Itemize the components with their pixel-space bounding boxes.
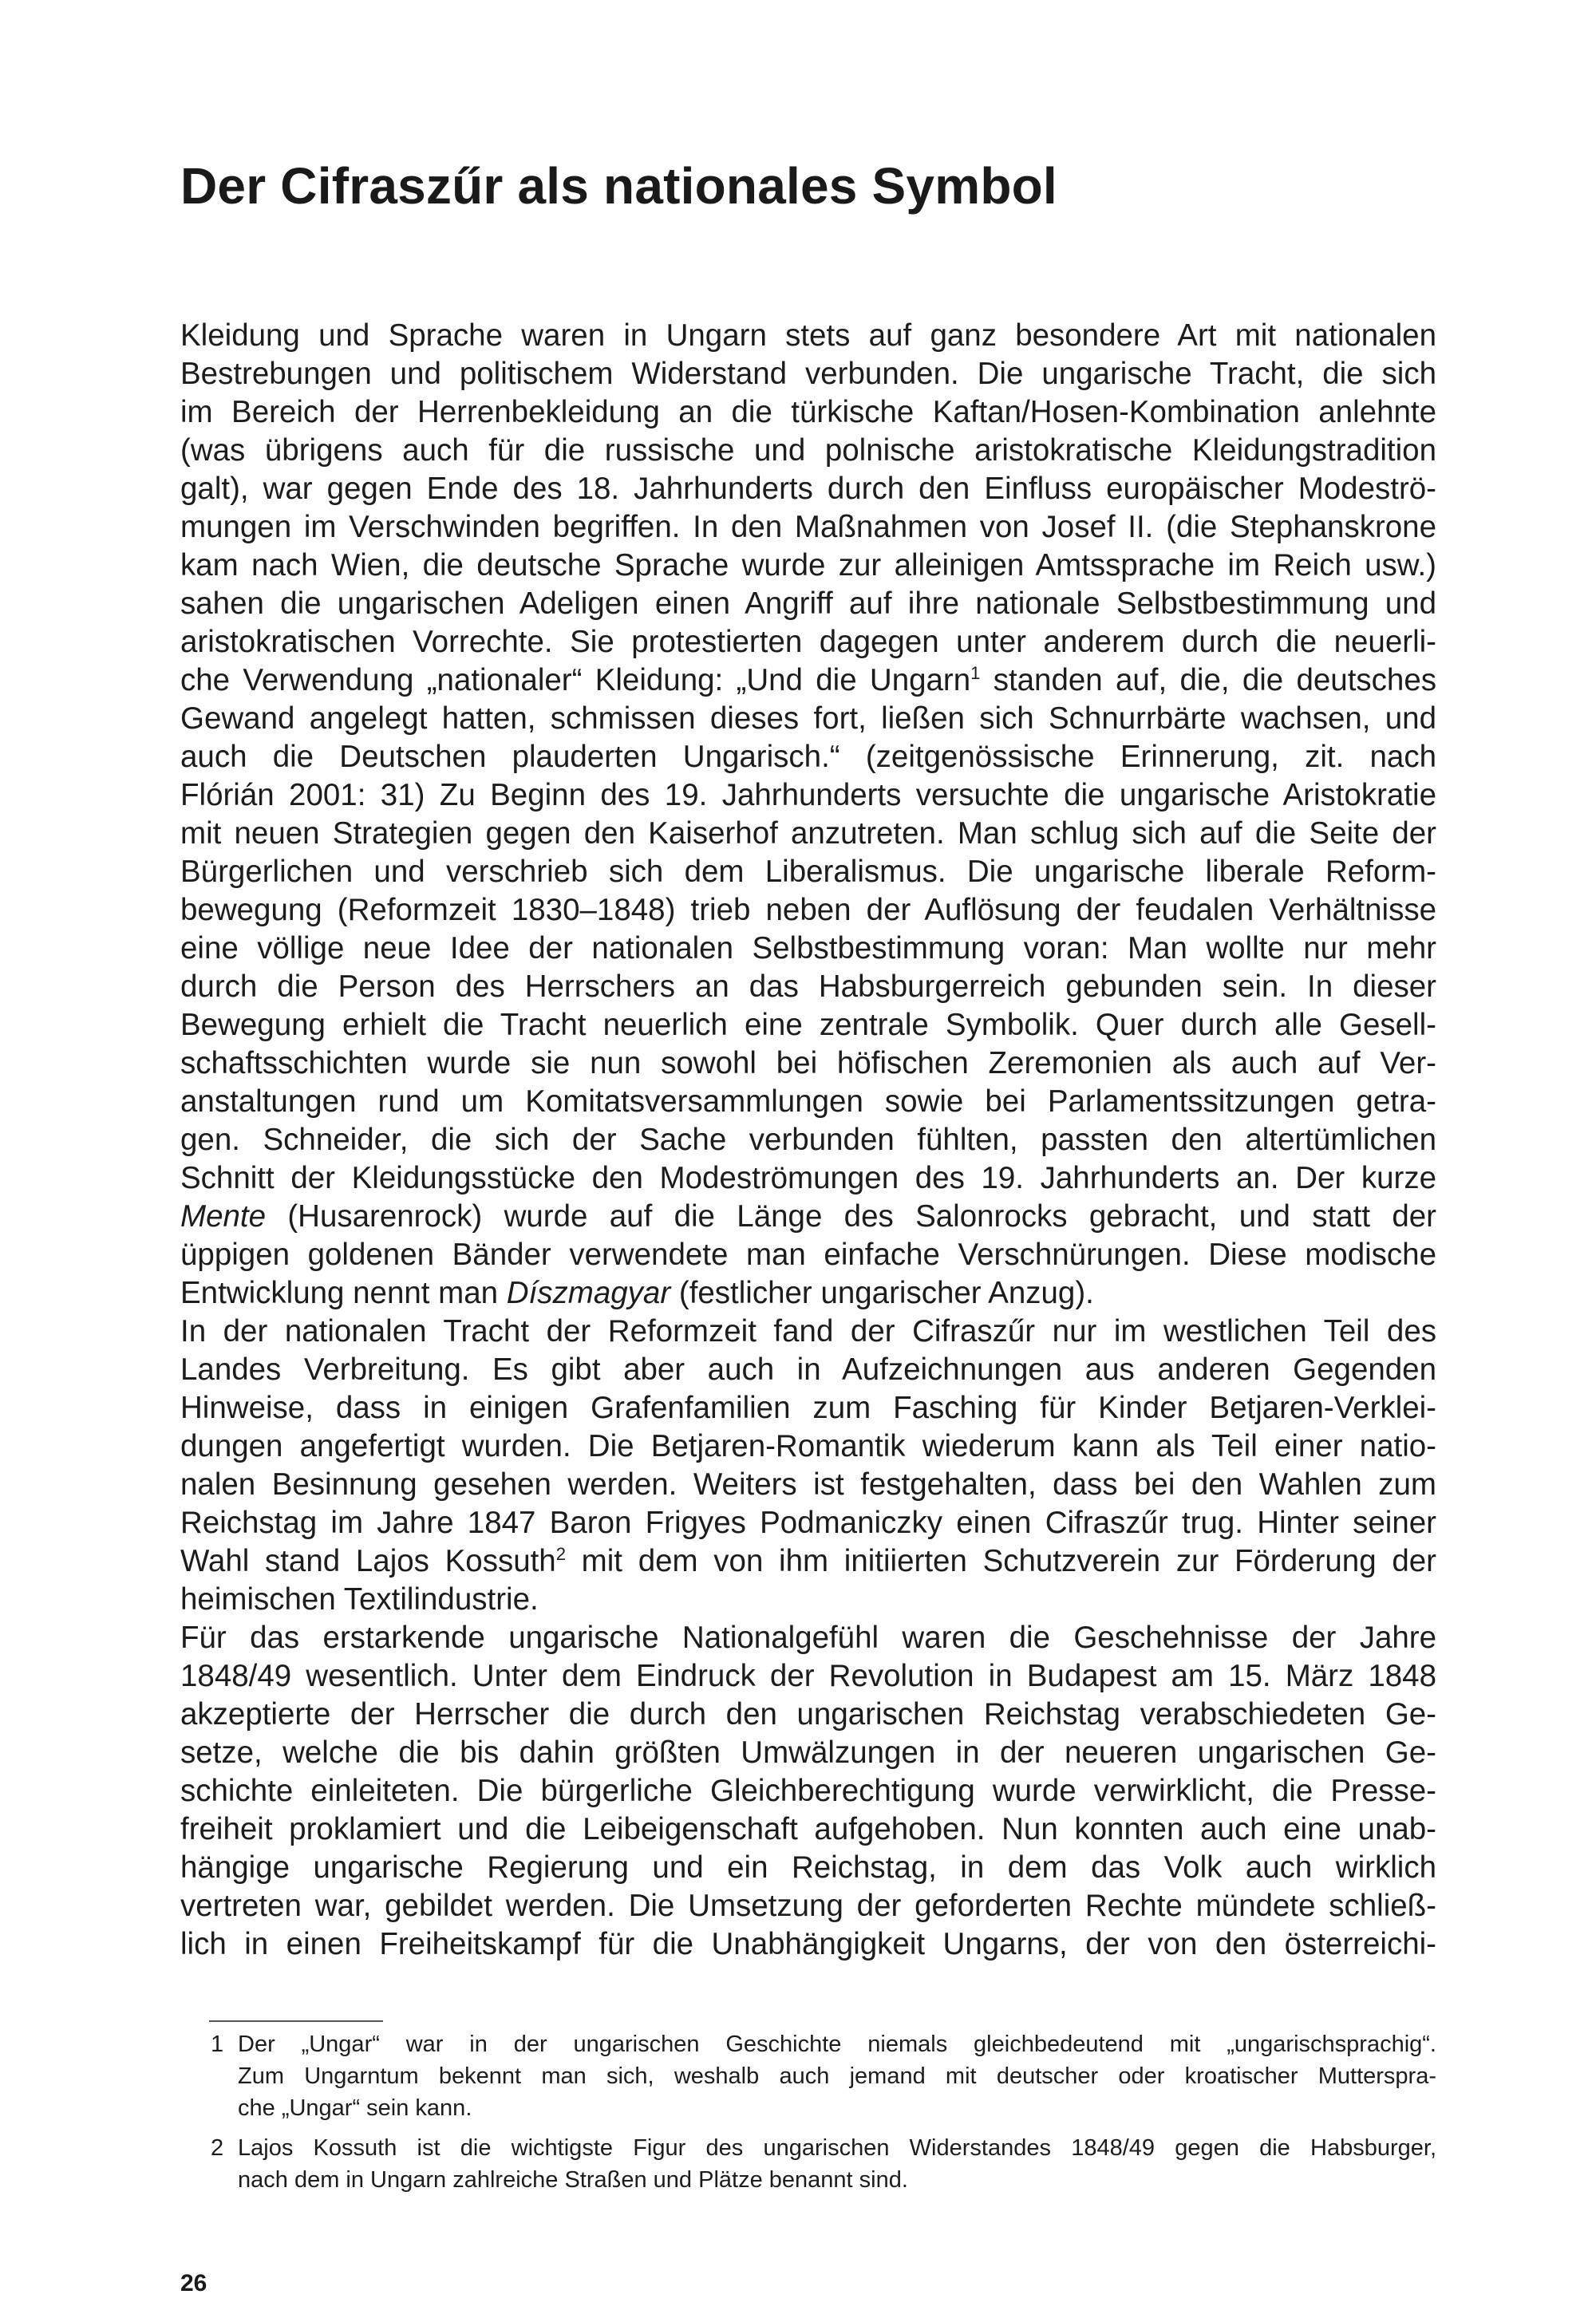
text-line: bewegung (Reformzeit 1830–1848) trieb neben der Auflösung der feudalen Verhältnisse: [180, 893, 1436, 927]
text-line: galt), war gegen Ende des 18. Jahrhunderts durch den Einfluss europäischer Modeströ-: [180, 472, 1436, 506]
text-line: 1848/49 wesentlich. Unter dem Eindruck der Revolution in Budapest am 15. März 1848: [180, 1659, 1436, 1693]
text-line: Flórián 2001: 31) Zu Beginn des 19. Jahrhunderts versuchte die ungarische Aristokratie: [180, 778, 1436, 812]
text-line: durch die Person des Herrschers an das Habsburgerreich gebunden sein. In dieser: [180, 969, 1436, 1004]
text-line: hängige ungarische Regierung und ein Reichstag, in dem das Volk auch wirklich: [180, 1850, 1436, 1885]
text-line: Reichstag im Jahre 1847 Baron Frigyes Podmaniczky einen Cifraszűr trug. Hinter seiner: [180, 1506, 1436, 1540]
italic-term: Mente: [180, 1199, 267, 1234]
text-line: Bürgerlichen und verschrieb sich dem Liberalismus. Die ungarische liberale Reform-: [180, 855, 1436, 889]
footnote-2: [209, 2132, 1436, 2196]
text-line: gen. Schneider, die sich der Sache verbunden fühlten, passten den altertümlichen: [180, 1123, 1436, 1157]
text-line: akzeptierte der Herrscher die durch den ungarischen Reichstag verabschiedeten Ge-: [180, 1697, 1436, 1732]
text-line: eine völlige neue Idee der nationalen Selbstbestimmung voran: Man wollte nur mehr: [180, 931, 1436, 965]
text-line: lich in einen Freiheitskampf für die Unabhängigkeit Ungarns, der von den österreichi-: [180, 1927, 1436, 1961]
footnote-line: che „Ungar“ sein kann.: [238, 2095, 472, 2121]
text-line-with-footnote-ref: [180, 1542, 1436, 1581]
text-line: Kleidung und Sprache waren in Ungarn stets auf ganz besondere Art mit nationalen: [180, 318, 1436, 353]
text-line: Für das erstarkende ungarische Nationalgefühl waren die Geschehnisse der Jahre: [180, 1621, 1436, 1655]
footnote-1: [209, 2028, 1436, 2124]
text-line: Bewegung erhielt die Tracht neuerlich eine zentrale Symbolik. Quer durch alle Gesell-: [180, 1008, 1436, 1042]
text-line: schaftsschichten wurde sie nun sowohl bei höfischen Zeremonien als auch auf Ver-: [180, 1046, 1436, 1080]
text-line: Hinweise, dass in einigen Grafenfamilien zum Fasching für Kinder Betjaren-Verklei-: [180, 1391, 1436, 1425]
text-line: vertreten war, gebildet werden. Die Umsetzung der geforderten Rechte mündete schließ-: [180, 1889, 1436, 1923]
text-line: im Bereich der Herrenbekleidung an die türkische Kaftan/Hosen-Kombination anlehnte: [180, 395, 1436, 429]
text-line: Gewand angelegt hatten, schmissen dieses fort, ließen sich Schnurrbärte wachsen, und: [180, 701, 1436, 736]
page-number: 26: [180, 2270, 207, 2296]
text-line: üppigen goldenen Bänder verwendete man einfache Verschnürungen. Diese modische: [180, 1238, 1436, 1272]
text-segment: (festlicher ungarischer Anzug).: [670, 1276, 1094, 1310]
footnote-line: Der „Ungar“ war in der ungarischen Geschichte niemals gleichbedeutend mit „ungarischsprachig“.: [238, 2032, 1436, 2057]
text-line: dungen angefertigt wurden. Die Betjaren-Romantik wiederum kann als Teil einer natio-: [180, 1429, 1436, 1463]
text-line: In der nationalen Tracht der Reformzeit fand der Cifraszűr nur im westlichen Teil des: [180, 1314, 1436, 1348]
text-segment: mit dem von ihm initiierten Schutzverein zur Förderung der: [565, 1544, 1436, 1578]
text-line: auch die Deutschen plauderten Ungarisch.“ (zeitgenössische Erinnerung, zit. nach: [180, 740, 1436, 774]
footnote-line: Lajos Kossuth ist die wichtigste Figur des ungarischen Widerstandes 1848/49 gegen die Habsburger,: [238, 2135, 1436, 2161]
body-text: [180, 317, 1436, 1964]
text-line: heimischen Textilindustrie.: [180, 1582, 539, 1617]
chapter-title: Der Cifraszűr als nationales Symbol: [180, 157, 1057, 215]
text-line: nalen Besinnung gesehen werden. Weiters ist festgehalten, dass bei den Wahlen zum: [180, 1467, 1436, 1502]
text-segment: Wahl stand Lajos Kossuth: [180, 1544, 556, 1578]
text-line-with-italic: [180, 1198, 1436, 1236]
footnote-number: 1: [211, 2032, 224, 2057]
footnote-number: 2: [211, 2135, 224, 2161]
footnote-ref-1[interactable]: 1: [970, 663, 981, 684]
text-line: Bestrebungen und politischem Widerstand verbunden. Die ungarische Tracht, die sich: [180, 357, 1436, 391]
text-segment: che Verwendung „nationaler“ Kleidung: „Und die Ungarn: [180, 663, 971, 697]
italic-term: Díszmagyar: [506, 1276, 671, 1310]
text-line: aristokratischen Vorrechte. Sie protestierten dagegen unter anderem durch die neuerli-: [180, 625, 1436, 659]
text-segment: (Husarenrock) wurde auf die Länge des Salonrocks gebracht, und statt der: [266, 1199, 1436, 1234]
text-segment: Entwicklung nennt man: [180, 1276, 499, 1310]
text-line: sahen die ungarischen Adeligen einen Angriff auf ihre nationale Selbstbestimmung und: [180, 586, 1436, 621]
text-line: mungen im Verschwinden begriffen. In den Maßnahmen von Josef II. (die Stephanskrone: [180, 510, 1436, 544]
text-line-with-italic: [180, 1274, 1436, 1313]
footnotes: [209, 2028, 1436, 2204]
text-line: Landes Verbreitung. Es gibt aber auch in Aufzeichnungen aus anderen Gegenden: [180, 1352, 1436, 1387]
text-line: mit neuen Strategien gegen den Kaiserhof anzutreten. Man schlug sich auf die Seite der: [180, 816, 1436, 851]
text-line: kam nach Wien, die deutsche Sprache wurde zur alleinigen Amtssprache im Reich usw.): [180, 548, 1436, 582]
text-line-with-footnote-ref: [180, 661, 1436, 700]
footnote-line: Zum Ungarntum bekennt man sich, weshalb auch jemand mit deutscher oder kroatischer Mutterspra-: [238, 2063, 1436, 2089]
footnote-divider: [209, 2020, 383, 2022]
footnote-line: nach dem in Ungarn zahlreiche Straßen und Plätze benannt sind.: [238, 2167, 908, 2193]
text-segment: standen auf, die, die deutsches: [980, 663, 1436, 697]
text-line: setze, welche die bis dahin größten Umwälzungen in der neueren ungarischen Ge-: [180, 1735, 1436, 1770]
text-line: schichte einleiteten. Die bürgerliche Gleichberechtigung wurde verwirklicht, die Presse-: [180, 1774, 1436, 1808]
text-line: anstaltungen rund um Komitatsversammlungen sowie bei Parlamentssitzungen getra-: [180, 1084, 1436, 1119]
text-line: (was übrigens auch für die russische und polnische aristokratische Kleidungstradition: [180, 433, 1436, 468]
footnote-ref-2[interactable]: 2: [555, 1544, 566, 1565]
text-line: freiheit proklamiert und die Leibeigenschaft aufgehoben. Nun konnten auch eine unab-: [180, 1812, 1436, 1846]
text-line: Schnitt der Kleidungsstücke den Modeströmungen des 19. Jahrhunderts an. Der kurze: [180, 1161, 1436, 1195]
